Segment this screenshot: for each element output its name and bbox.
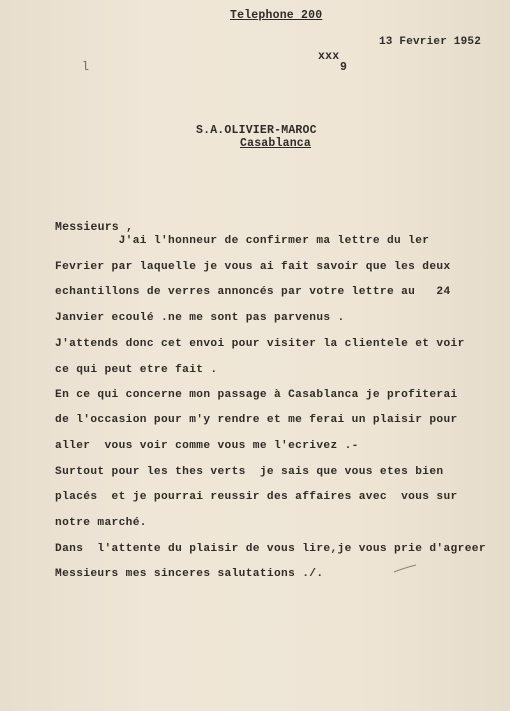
letter-date: 13 Fevrier 1952 [379,36,482,48]
body-line: de l'occasion pour m'y rendre et me ferai un plaisir pour [55,414,458,426]
body-line: Messieurs mes sinceres salutations ./. [55,568,324,580]
body-line: placés et je pourrai reussir des affaires avec vous sur [55,491,458,503]
body-line: aller vous voir comme vous me l'ecrivez .- [55,440,359,452]
body-line: Janvier ecoulé .ne me sont pas parvenus . [55,312,345,324]
body-line: Dans l'attente du plaisir de vous lire,je vous prie d'agreer [55,543,486,555]
body-line: En ce qui concerne mon passage à Casablanca je profiterai [55,389,458,401]
reference-mark: xxx [318,50,340,63]
page-number: 9 [340,61,348,74]
body-line: notre marché. [55,517,147,529]
body-line: J'attends donc cet envoi pour visiter la clientele et voir [55,338,465,350]
body-line: Surtout pour les thes verts je sais que vous etes bien [55,466,444,478]
body-line: ce qui peut etre fait . [55,364,218,376]
body-line: J'ai l'honneur de confirmer ma lettre du ler [55,235,430,247]
salutation: Messieurs , [55,221,134,234]
body-line: Fevrier par laquelle je vous ai fait savoir que les deux [55,261,451,273]
pen-stroke-mark [392,563,418,575]
margin-mark: l [82,61,90,74]
recipient-city: Casablanca [240,137,312,150]
telephone-header: Telephone 200 [230,9,323,22]
body-line: echantillons de verres annoncés par votre lettre au 24 [55,286,451,298]
recipient-name: S.A.OLIVIER-MAROC [196,124,317,137]
